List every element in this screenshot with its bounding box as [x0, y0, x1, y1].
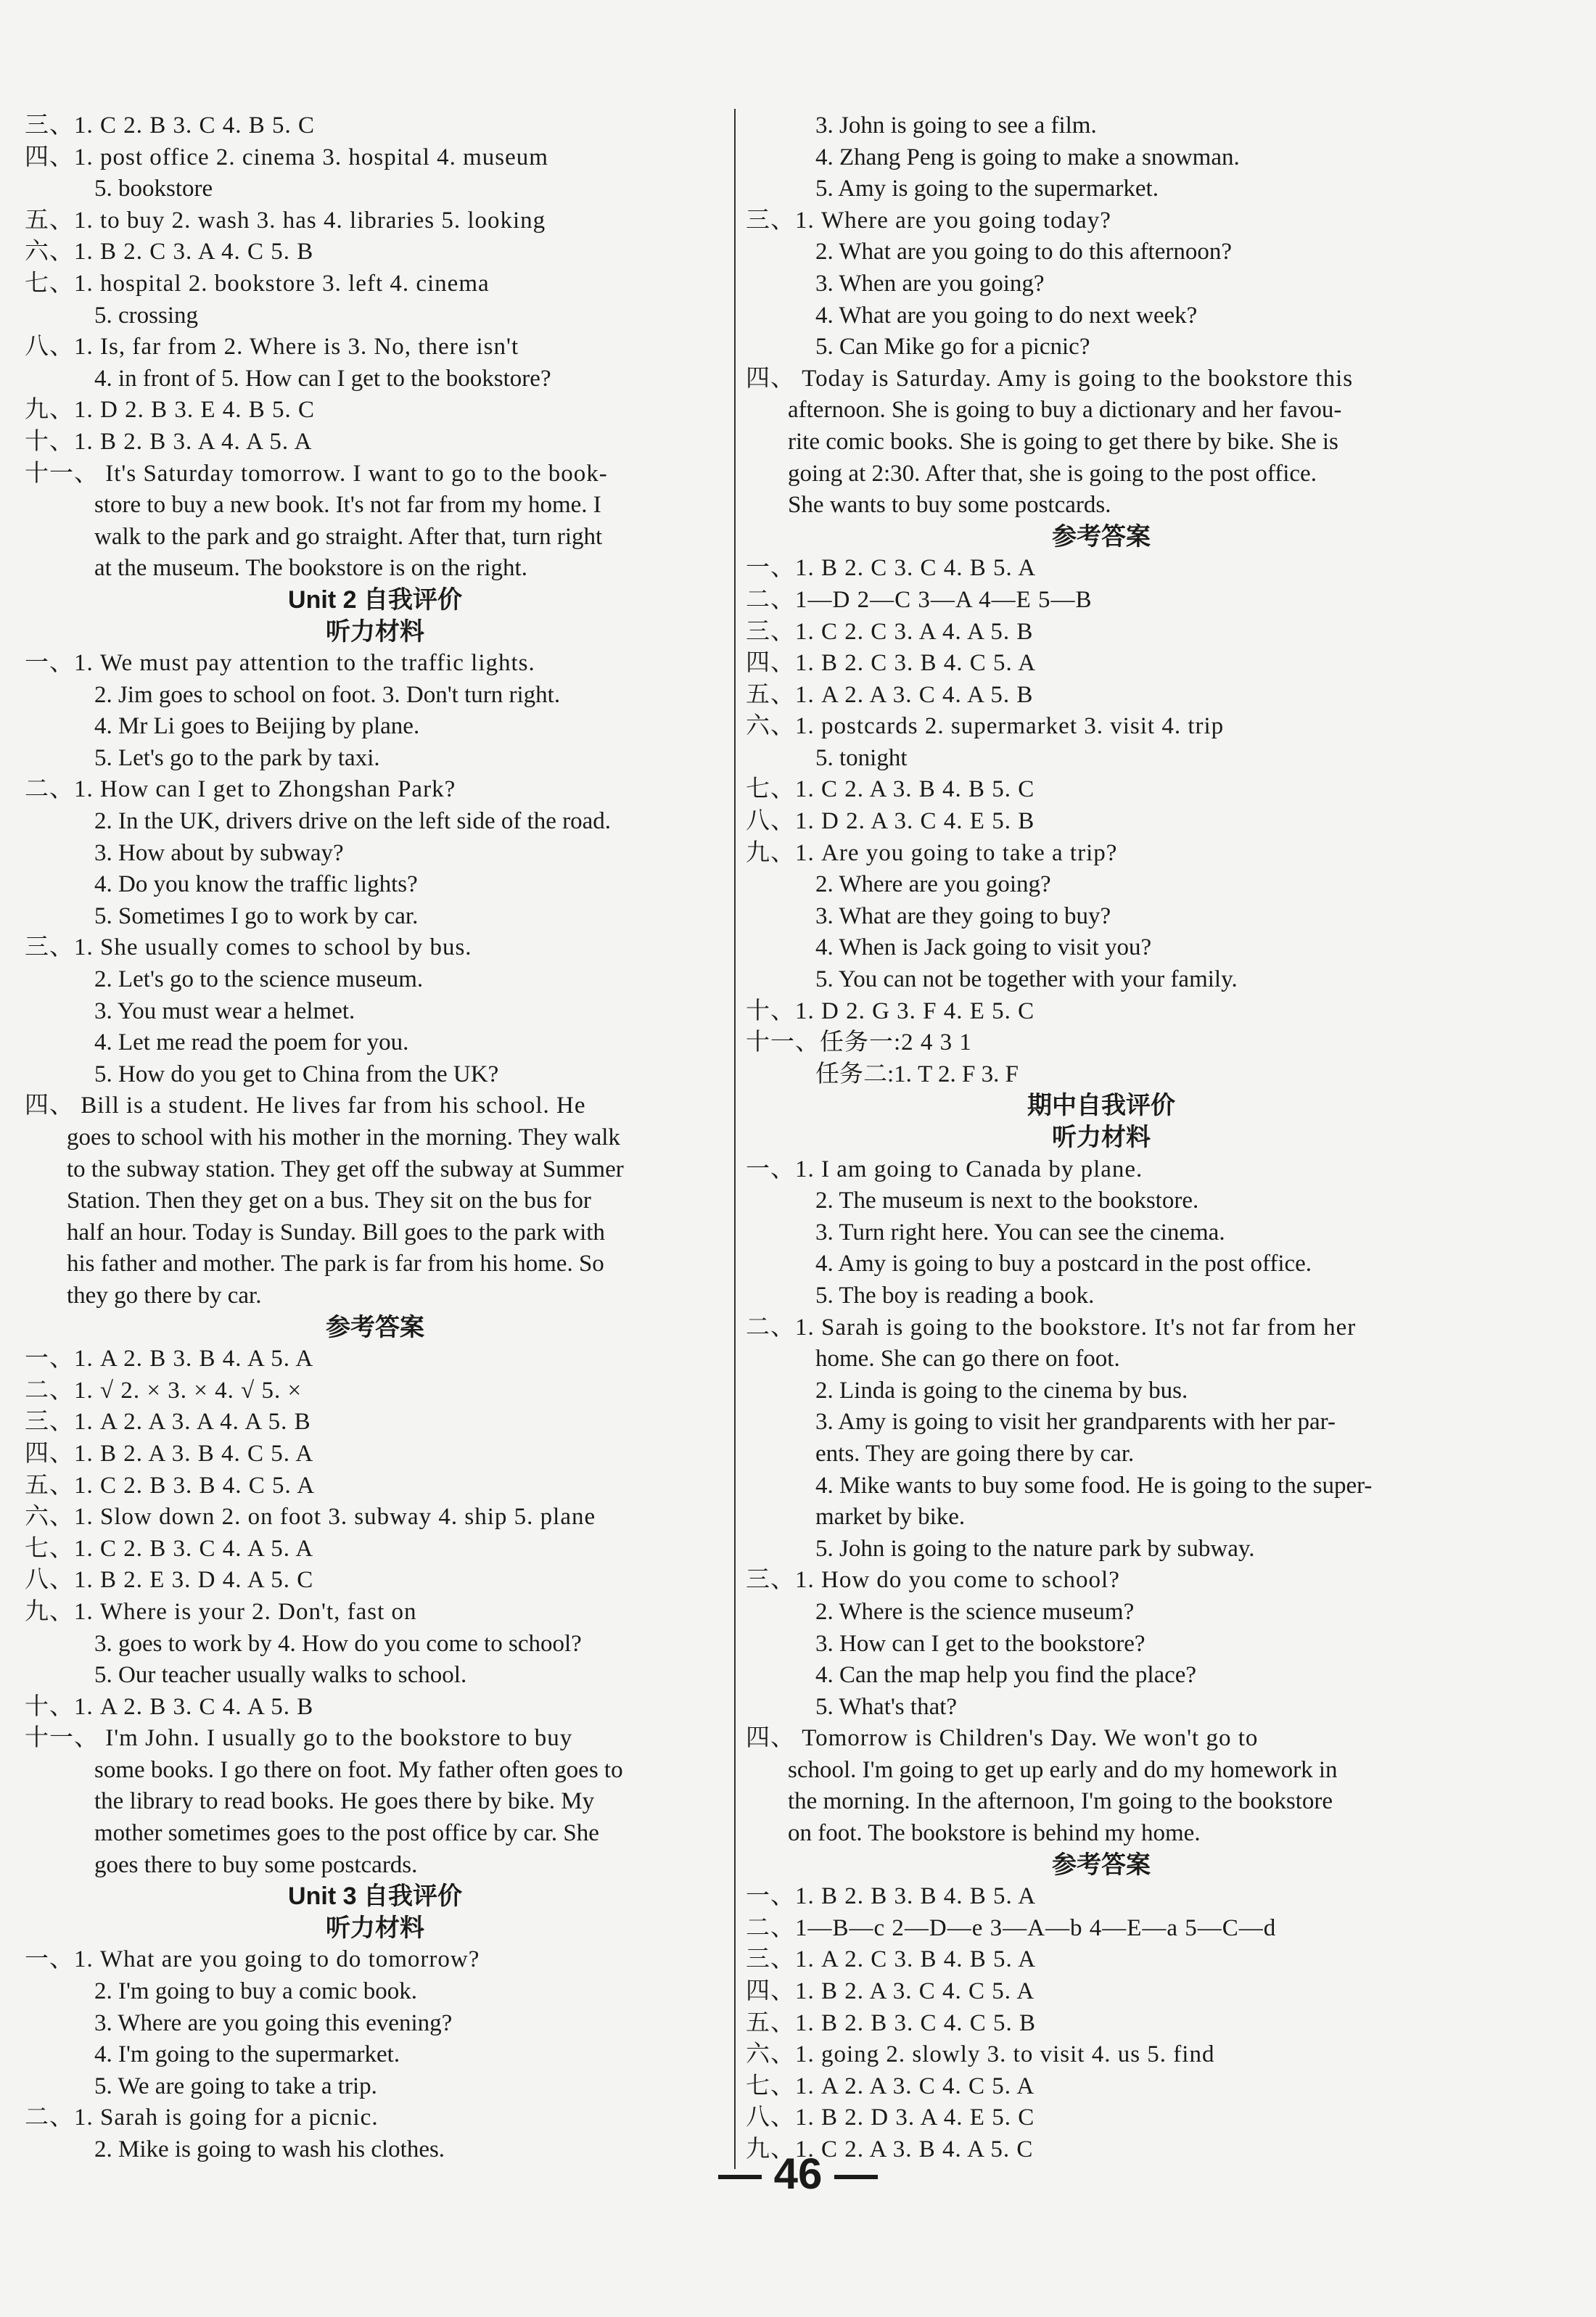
answer-line: 十一、任务一:2 4 3 1 [746, 1029, 972, 1056]
passage-line: She wants to buy some postcards. [788, 492, 1111, 519]
answer-line: 十一、 It's Saturday tomorrow. I want to go to the book- [25, 460, 608, 487]
answer-line: 六、1. Slow down 2. on foot 3. subway 4. ship 5. plane [25, 1504, 596, 1531]
answer-line: 九、1. Where is your 2. Don't, fast on [25, 1598, 417, 1625]
passage-line: rite comic books. She is going to get there by bike. She is [788, 428, 1338, 455]
answer-subline: 3. When are you going? [815, 270, 1045, 297]
continued-line: home. She can go there on foot. [815, 1346, 1120, 1372]
passage-line: his father and mother. The park is far from his home. So [67, 1251, 604, 1277]
section-heading: Unit 2 自我评价 [288, 585, 462, 614]
section-heading: Unit 3 自我评价 [288, 1882, 462, 1911]
answer-line: 十一、 I'm John. I usually go to the bookstore to buy [25, 1725, 573, 1752]
answer-subline: 4. in front of 5. How can I get to the bookstore? [94, 365, 551, 392]
answer-line: 三、1. C 2. B 3. C 4. B 5. C [25, 112, 316, 139]
answer-subline: the library to read books. He goes there by bike. My [94, 1788, 595, 1815]
section-heading: 听力材料 [326, 1914, 424, 1942]
answer-subline: 2. What are you going to do this afternoon? [815, 239, 1233, 266]
answer-subline: 4. I'm going to the supermarket. [94, 2041, 400, 2068]
answer-line: 二、1. Sarah is going to the bookstore. It's not far from her [746, 1314, 1357, 1341]
answer-subline: 3. How can I get to the bookstore? [815, 1630, 1145, 1657]
answer-subline: 2. Let's go to the science museum. [94, 966, 424, 993]
answer-subline: 2. Jim goes to school on foot. 3. Don't turn right. [94, 681, 561, 708]
answer-line: 九、1. Are you going to take a trip? [746, 839, 1118, 866]
answer-line: 三、1. C 2. C 3. A 4. A 5. B [746, 618, 1034, 645]
answer-subline: 5. Amy is going to the supermarket. [815, 176, 1159, 202]
answer-line: 二、1. How can I get to Zhongshan Park? [25, 776, 456, 803]
answer-subline: 5. We are going to take a trip. [94, 2073, 377, 2099]
answer-line: 一、1. B 2. C 3. C 4. B 5. A [746, 555, 1037, 582]
answer-line: 五、1. C 2. B 3. B 4. C 5. A [25, 1472, 316, 1499]
answer-subline: mother sometimes goes to the post office by car. She [94, 1820, 599, 1847]
answer-subline: 4. Amy is going to buy a postcard in the post office. [815, 1251, 1312, 1277]
answer-subline: 3. John is going to see a film. [815, 112, 1097, 139]
answer-line: 六、1. going 2. slowly 3. to visit 4. us 5. find [746, 2041, 1215, 2068]
passage-line: afternoon. She is going to buy a dictionary and her favou- [788, 397, 1342, 424]
answer-line: 四、1. B 2. A 3. B 4. C 5. A [25, 1440, 314, 1467]
answer-subline: 4. Do you know the traffic lights? [94, 871, 418, 898]
answer-line: 六、1. B 2. C 3. A 4. C 5. B [25, 239, 314, 266]
continued-line: market by bike. [815, 1504, 966, 1531]
passage-line: goes to school with his mother in the morning. They walk [67, 1124, 620, 1151]
answer-subline: 5. Our teacher usually walks to school. [94, 1662, 467, 1689]
answer-line: 十、1. D 2. G 3. F 4. E 5. C [746, 997, 1035, 1024]
answer-line: 一、1. A 2. B 3. B 4. A 5. A [25, 1346, 314, 1372]
answer-line: 二、1—B—c 2—D—e 3—A—b 4—E—a 5—C—d [746, 1914, 1277, 1941]
answer-subline: at the museum. The bookstore is on the right. [94, 555, 527, 582]
answer-line: 八、1. D 2. A 3. C 4. E 5. B [746, 808, 1035, 835]
answer-subline: 5. tonight [815, 744, 908, 771]
answer-subline: 4. When is Jack going to visit you? [815, 934, 1152, 961]
answer-line: 一、1. B 2. B 3. B 4. B 5. A [746, 1883, 1037, 1910]
answer-subline: 5. Sometimes I go to work by car. [94, 902, 419, 929]
answer-line: 四、 Today is Saturday. Amy is going to the bookstore this [746, 365, 1354, 392]
answer-subline: 2. Linda is going to the cinema by bus. [815, 1377, 1188, 1404]
answer-line: 八、1. B 2. E 3. D 4. A 5. C [25, 1567, 314, 1594]
answer-line: 五、1. B 2. B 3. C 4. C 5. B [746, 2009, 1037, 2036]
answer-line: 十、1. A 2. B 3. C 4. A 5. B [25, 1693, 314, 1720]
answer-subline: 5. Can Mike go for a picnic? [815, 334, 1090, 361]
answer-line: 三、1. A 2. A 3. A 4. A 5. B [25, 1409, 311, 1436]
answer-line: 二、1. Sarah is going for a picnic. [25, 2104, 379, 2131]
section-heading: 参考答案 [1052, 1851, 1151, 1879]
answer-subline: walk to the park and go straight. After that, turn right [94, 523, 603, 550]
answer-subline: some books. I go there on foot. My father often goes to [94, 1756, 623, 1783]
answer-line: 五、1. to buy 2. wash 3. has 4. libraries 5. looking [25, 207, 546, 234]
answer-subline: 3. What are they going to buy? [815, 902, 1111, 929]
answer-subline: 任务二:1. T 2. F 3. F [815, 1061, 1019, 1087]
answer-subline: 4. Can the map help you find the place? [815, 1662, 1197, 1689]
answer-subline: 3. Turn right here. You can see the cinema. [815, 1219, 1225, 1246]
answer-subline: 5. What's that? [815, 1693, 958, 1720]
answer-line: 七、1. hospital 2. bookstore 3. left 4. cinema [25, 270, 490, 297]
answer-subline: goes there to buy some postcards. [94, 1851, 418, 1878]
answer-subline: 2. Where is the science museum? [815, 1598, 1135, 1625]
answer-subline: 5. How do you get to China from the UK? [94, 1061, 499, 1087]
answer-line: 十、1. B 2. B 3. A 4. A 5. A [25, 428, 313, 455]
passage-line: going at 2:30. After that, she is going to the post office. [788, 460, 1317, 487]
right-column [746, 110, 1457, 2166]
answer-line: 七、1. C 2. A 3. B 4. B 5. C [746, 776, 1035, 803]
passage-line: school. I'm going to get up early and do my homework in [788, 1756, 1338, 1783]
answer-line: 八、1. Is, far from 2. Where is 3. No, there isn't [25, 334, 519, 361]
passage-line: Station. Then they get on a bus. They sit on the bus for [67, 1188, 591, 1214]
answer-line: 三、1. She usually comes to school by bus. [25, 934, 472, 961]
answer-line: 一、1. I am going to Canada by plane. [746, 1156, 1143, 1182]
answer-subline: 2. The museum is next to the bookstore. [815, 1188, 1199, 1214]
answer-line: 一、1. We must pay attention to the traffic lights. [25, 650, 535, 677]
answer-subline: 4. What are you going to do next week? [815, 302, 1198, 329]
answer-line: 四、 Bill is a student. He lives far from his school. He [25, 1092, 586, 1119]
answer-subline: 5. bookstore [94, 176, 213, 202]
answer-subline: 4. Mike wants to buy some food. He is going to the super- [815, 1472, 1373, 1499]
continued-line: ents. They are going there by car. [815, 1440, 1135, 1467]
answer-line: 四、1. B 2. C 3. B 4. C 5. A [746, 650, 1037, 677]
answer-subline: 5. The boy is reading a book. [815, 1282, 1095, 1309]
answer-subline: 5. John is going to the nature park by subway. [815, 1535, 1255, 1562]
passage-line: on foot. The bookstore is behind my home. [788, 1820, 1201, 1847]
answer-line: 一、1. What are you going to do tomorrow? [25, 1946, 480, 1973]
answer-line: 七、1. A 2. A 3. C 4. C 5. A [746, 2073, 1035, 2099]
answer-line: 四、1. B 2. A 3. C 4. C 5. A [746, 1978, 1035, 2005]
answer-subline: 2. Where are you going? [815, 871, 1051, 898]
answer-subline: 3. goes to work by 4. How do you come to school? [94, 1630, 582, 1657]
answer-subline: 3. You must wear a helmet. [94, 997, 355, 1024]
answer-line: 七、1. C 2. B 3. C 4. A 5. A [25, 1535, 314, 1562]
answer-subline: 5. You can not be together with your family. [815, 966, 1238, 993]
answer-subline: 4. Let me read the poem for you. [94, 1029, 409, 1056]
answer-subline: 4. Zhang Peng is going to make a snowman. [815, 144, 1240, 170]
answer-line: 三、1. Where are you going today? [746, 207, 1111, 234]
answer-line: 九、1. D 2. B 3. E 4. B 5. C [25, 397, 316, 424]
answer-line: 四、 Tomorrow is Children's Day. We won't go to [746, 1725, 1259, 1752]
answer-subline: 3. Where are you going this evening? [94, 2009, 453, 2036]
section-heading: 参考答案 [1052, 522, 1151, 551]
answer-subline: store to buy a new book. It's not far from my home. I [94, 492, 601, 519]
answer-line: 五、1. A 2. A 3. C 4. A 5. B [746, 681, 1034, 708]
answer-subline: 2. In the UK, drivers drive on the left side of the road. [94, 808, 612, 835]
answer-subline: 3. Amy is going to visit her grandparents with her par- [815, 1409, 1336, 1436]
answer-line: 八、1. B 2. D 3. A 4. E 5. C [746, 2104, 1035, 2131]
passage-line: they go there by car. [67, 1282, 262, 1309]
passage-line: the morning. In the afternoon, I'm going to the bookstore [788, 1788, 1333, 1815]
section-heading: 期中自我评价 [1027, 1092, 1175, 1120]
answer-subline: 5. crossing [94, 302, 198, 329]
section-heading: 参考答案 [326, 1313, 424, 1341]
left-column [25, 110, 725, 2166]
answer-line: 二、1—D 2—C 3—A 4—E 5—B [746, 586, 1093, 613]
answer-subline: 4. Mr Li goes to Beijing by plane. [94, 713, 420, 740]
answer-line: 四、1. post office 2. cinema 3. hospital 4. museum [25, 144, 548, 170]
answer-subline: 5. Let's go to the park by taxi. [94, 744, 380, 771]
answer-line: 二、1. √ 2. × 3. × 4. √ 5. × [25, 1377, 303, 1404]
answer-subline: 3. How about by subway? [94, 839, 344, 866]
answer-line: 九、1. C 2. A 3. B 4. A 5. C [746, 2136, 1034, 2162]
answer-line: 三、1. A 2. C 3. B 4. B 5. A [746, 1946, 1037, 1973]
page-number: — 46 — [717, 2149, 879, 2198]
answer-line: 六、1. postcards 2. supermarket 3. visit 4. trip [746, 713, 1225, 740]
passage-line: half an hour. Today is Sunday. Bill goes to the park with [67, 1219, 605, 1246]
section-heading: 听力材料 [326, 617, 424, 646]
answer-subline: 2. Mike is going to wash his clothes. [94, 2136, 445, 2162]
answer-line: 三、1. How do you come to school? [746, 1567, 1120, 1594]
passage-line: to the subway station. They get off the subway at Summer [67, 1156, 624, 1182]
column-divider [734, 109, 736, 2169]
answer-subline: 2. I'm going to buy a comic book. [94, 1978, 417, 2005]
section-heading: 听力材料 [1052, 1124, 1151, 1151]
